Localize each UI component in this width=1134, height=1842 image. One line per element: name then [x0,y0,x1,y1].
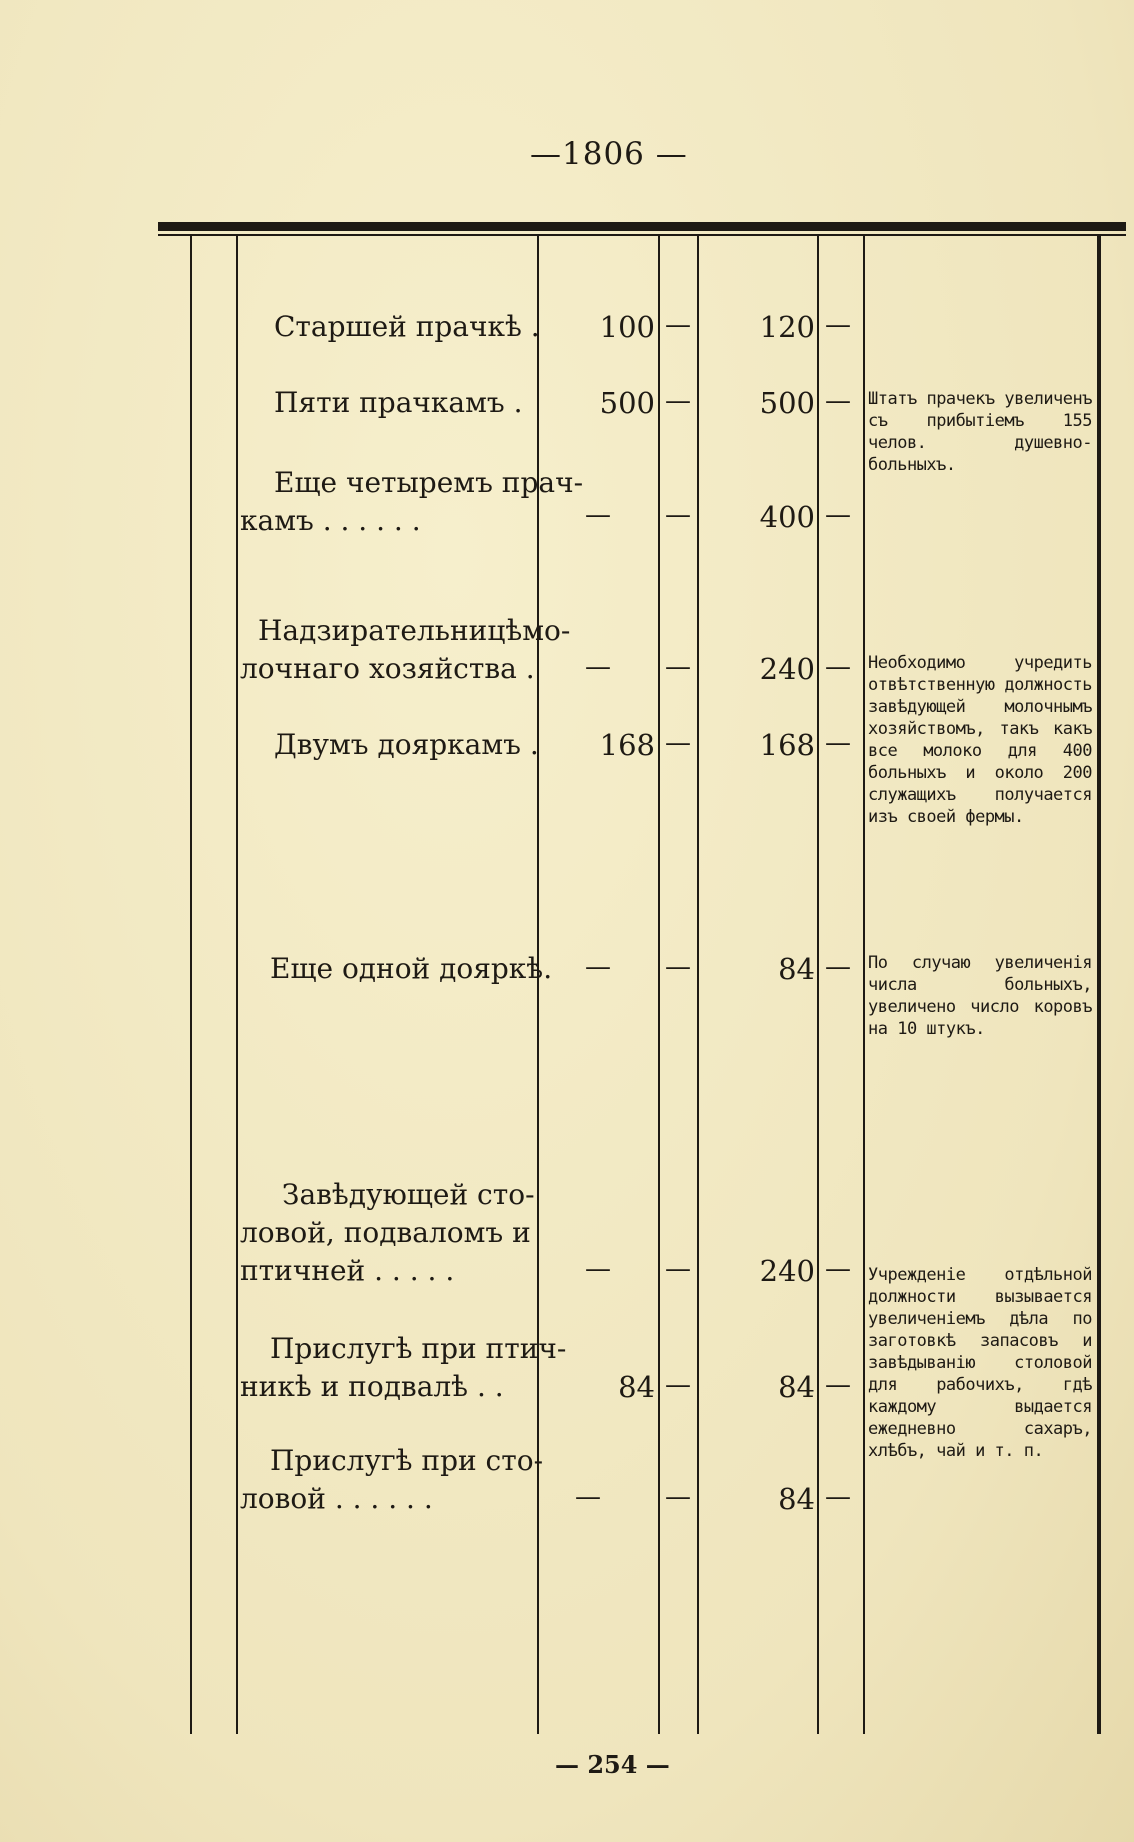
table-cell-dash: — [585,1254,611,1284]
table-cell-dash: — [585,952,611,982]
page-number-header: —1806 — [530,136,688,172]
remark-note: Необходимо учредить отвѣтственную должность завѣдующей молочнымъ хозяйствомъ, такъ какъ все молоко для 400 больныхъ и около 200 служащихъ получается изъ своей фермы. [868,653,1092,827]
table-row-name: Еще одной дояркѣ. [270,952,553,985]
table-cell-dash: — [665,1254,691,1284]
table-cell-value: 84 [618,1370,655,1404]
table-cell-dash: — [575,1482,601,1512]
table-row-name: Прислугѣ при сто- [270,1444,544,1477]
table-cell-value: 168 [599,728,655,762]
table-cell-value: 500 [759,386,815,420]
table-cell-dash: — [585,500,611,530]
table-row-name: Еще четыремъ прач- [274,466,584,499]
table-cell-dash: — [825,652,851,682]
table-row-name: ловой . . . . . . [240,1482,433,1515]
table-cell-value: 240 [759,1254,815,1288]
table-row-name: лочнаго хозяйства . [240,652,535,685]
table-top-rule-thin [158,234,1126,236]
table-cell-dash: — [585,652,611,682]
table-cell-value: 168 [759,728,815,762]
remark-note: Учрежденіе отдѣльной должности вызывается увеличеніемъ дѣла по заготовкѣ запасовъ и завѣдыванію столовой для рабочихъ, гдѣ каждому выдается ежедневно сахаръ, хлѣбъ, чай и т. п. [868,1265,1092,1461]
table-cell-dash: — [825,728,851,758]
table-row-name: никѣ и подвалѣ . . [240,1370,504,1403]
table-cell-dash: — [825,1370,851,1400]
table-cell-dash: — [825,1254,851,1284]
table-cell-dash: — [825,1482,851,1512]
table-cell-value: 400 [759,500,815,534]
table-cell-value: 84 [778,1482,815,1516]
column-line [863,234,865,1734]
table-row-name: Завѣдующей сто- [282,1178,535,1211]
column-line [817,234,819,1734]
table-row-name: Пяти прачкамъ . [274,386,523,419]
table-row-name: Надзирательницѣмо- [258,614,571,647]
table-cell-value: 240 [759,652,815,686]
table-cell-dash: — [825,500,851,530]
table-cell-dash: — [665,500,691,530]
table-cell-value: 100 [599,310,655,344]
table-top-rule [158,222,1126,231]
table-row-name: Старшей прачкѣ . [274,310,540,343]
table-cell-value: 500 [599,386,655,420]
table-row-name: Прислугѣ при птич- [270,1332,567,1365]
table-cell-dash: — [665,728,691,758]
table-cell-value: 84 [778,1370,815,1404]
table-row-name: птичней . . . . . [240,1254,455,1287]
table-cell-dash: — [665,310,691,340]
table-cell-dash: — [665,952,691,982]
table-cell-dash: — [665,1482,691,1512]
column-line-right [1097,234,1101,1734]
table-row-name: камъ . . . . . . [240,504,421,537]
table-cell-dash: — [665,1370,691,1400]
table-cell-value: 84 [778,952,815,986]
column-line [190,234,192,1734]
page-number-footer: — 254 — [555,1750,670,1779]
table-row-name: ловой, подваломъ и [240,1216,531,1249]
remark-note: По случаю увеличенія числа больныхъ, увеличено число коровъ на 10 штукъ. [868,953,1092,1039]
table-cell-dash: — [665,386,691,416]
column-line [697,234,699,1734]
table-row-name: Двумъ дояркамъ . [274,728,539,761]
column-line [658,234,660,1734]
table-cell-dash: — [825,310,851,340]
table-cell-dash: — [665,652,691,682]
table-cell-value: 120 [759,310,815,344]
remark-note: Штатъ прачекъ увеличенъ съ прибытіемъ 155 челов. душевно-больныхъ. [868,389,1092,475]
table-cell-dash: — [825,952,851,982]
table-cell-dash: — [825,386,851,416]
column-line [236,234,238,1734]
